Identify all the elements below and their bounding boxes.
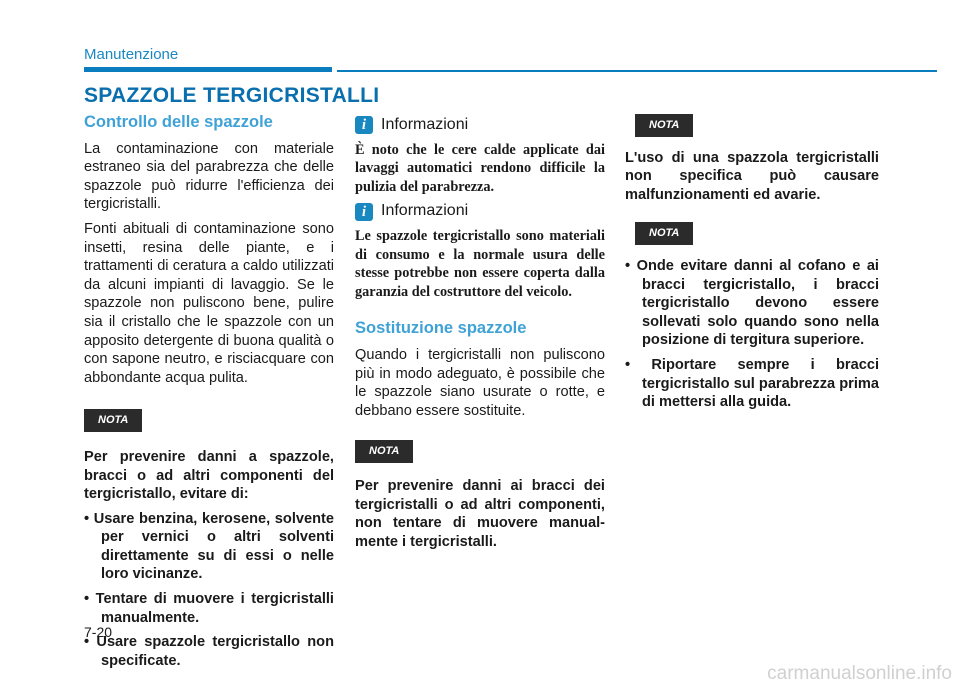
nota-text: Per prevenire danni a spazzole, bracci o ad altri componenti del tergicristallo, evitare di: [84, 448, 334, 503]
header-rule [337, 70, 937, 72]
paragraph: Quando i tergicristalli non puliscono più in modo adeguato, è possibile che le spazzole siano usurate o rotte, e debbano essere sostituite. [355, 346, 605, 419]
section-label: Manutenzione [84, 46, 179, 63]
info-text: È noto che le cere calde applicate dai lavaggi automatici rendono difficile la pulizia del parabrezza. [355, 141, 605, 195]
nota-text: L'uso di una spazzola tergicristalli non specifica può causare malfunzionamenti ed avarie. [625, 149, 879, 203]
nota-text: Per prevenire danni ai bracci dei tergicristalli o ad altri componenti, non tentare di muovere manual-mente i tergicristalli. [355, 477, 605, 550]
page-number: 7-20 [84, 624, 113, 640]
page-title: SPAZZOLE TERGICRISTALLI [84, 84, 380, 107]
nota-badge: NOTA [355, 440, 413, 463]
list-item: • Onde evitare danni al cofano e ai bracci tergicristallo, i bracci tergicristallo devono essere sollevati solo quando sono nella posizione di tergitura superiore. [625, 257, 879, 350]
info-title: Informazioni [381, 202, 469, 220]
list-item: • Usare spazzole tergicristallo non specificate. [84, 633, 334, 670]
header-bar [84, 67, 332, 72]
nota-badge: NOTA [635, 114, 693, 137]
info-text: Le spazzole tergicristallo sono materiali di consumo e la normale usura delle stesse potrebbe non essere coperta dalla garanzia del costruttore del veicolo. [355, 227, 605, 300]
watermark: carmanualsonline.info [767, 663, 952, 684]
info-icon: i [355, 203, 373, 221]
heading-controllo: Controllo delle spazzole [84, 113, 273, 131]
info-title: Informazioni [381, 116, 469, 133]
column-3 [625, 114, 879, 418]
nota-badge: NOTA [84, 409, 142, 432]
list-item: • Tentare di muovere i tergicristalli manualmente. [84, 590, 334, 627]
info-icon: i [355, 116, 373, 134]
column-1 [84, 113, 334, 676]
paragraph: La contaminazione con materiale estraneo sia del parabrezza che delle spazzole può ridurre l'efficienza dei tergicristalli. [84, 140, 334, 213]
heading-sostituzione: Sostituzione spazzole [355, 319, 527, 338]
column-2 [355, 116, 605, 557]
nota-badge: NOTA [635, 222, 693, 245]
list-item: • Usare benzina, kerosene, solvente per vernici o altri solventi direttamente su di essi o nelle loro vicinanze. [84, 510, 334, 584]
list-item: • Riportare sempre i bracci tergicristallo sul parabrezza prima di mettersi alla guida. [625, 356, 879, 412]
paragraph: Fonti abituali di contaminazione sono insetti, resina delle piante, e i trattamenti di ceratura a caldo utilizzati da alcuni impianti di lavaggio. Se le spazzole non puliscono bene, pulire sia il cristallo che le spazzole con un apposito detergente di buona qualità o con sapone neutro, e risciacquare con abbondante acqua pulita. [84, 220, 334, 386]
